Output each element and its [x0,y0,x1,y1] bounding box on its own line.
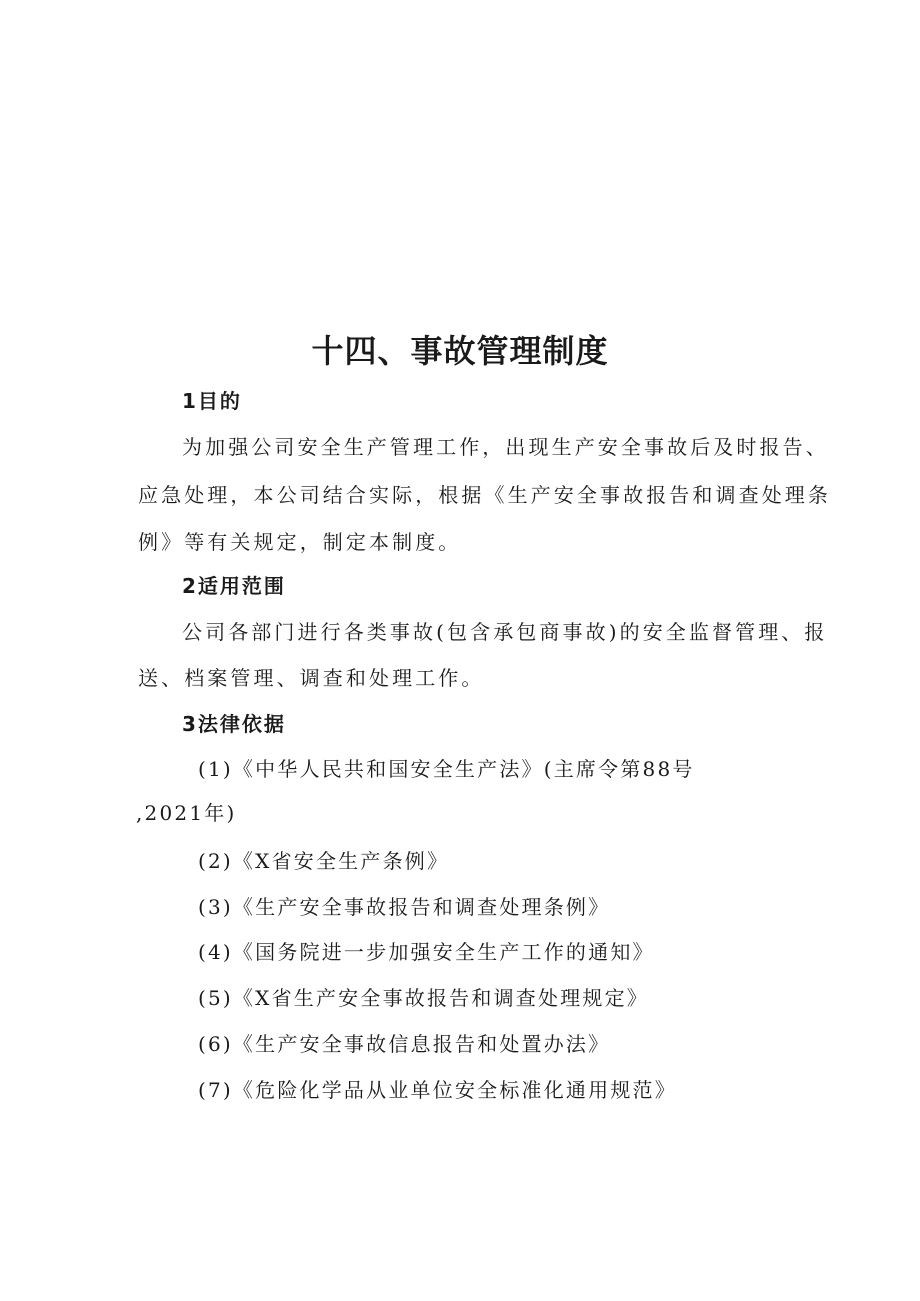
law-list-item: (4)《国务院进一步加强安全生产工作的通知》 [198,940,655,964]
law-list-item: (7)《危险化学品从业单位安全标准化通用规范》 [198,1078,677,1102]
law-list-item: (5)《X省生产安全事故报告和调查处理规定》 [198,986,649,1010]
law-list-item: (6)《生产安全事故信息报告和处置办法》 [198,1032,611,1056]
page-title: 十四、事故管理制度 [311,332,609,370]
section-heading-purpose: 1目的 [182,389,242,413]
law-list-item: (2)《X省安全生产条例》 [198,849,450,873]
paragraph-line: 应急处理，本公司结合实际，根据《生产安全事故报告和调查处理条 [138,483,831,507]
law-list-item: ,2021年) [136,801,237,825]
paragraph-line: 例》等有关规定，制定本制度。 [138,530,462,554]
paragraph-line: 公司各部门进行各类事故(包含承包商事故)的安全监督管理、报 [182,620,828,644]
paragraph-line: 为加强公司安全生产管理工作，出现生产安全事故后及时报告、 [182,435,829,459]
law-list-item: (3)《生产安全事故报告和调查处理条例》 [198,895,611,919]
paragraph-line: 送、档案管理、调查和处理工作。 [138,666,485,690]
section-heading-legal-basis: 3法律依据 [182,712,286,736]
law-list-item: (1)《中华人民共和国安全生产法》(主席令第88号 [198,757,695,781]
section-heading-scope: 2适用范围 [182,574,286,598]
